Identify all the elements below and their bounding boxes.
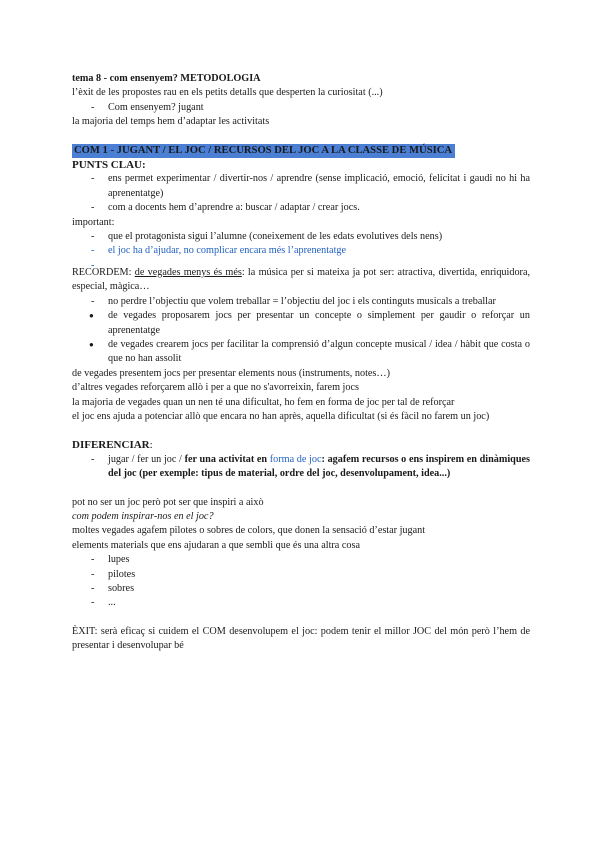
punts-item: - ens permet experimentar / divertir-nos / aprendre (sense implicació, emoció, felicitat i gaudi no hi ha aprenentatge) [72, 172, 530, 201]
diferenciar-label: DIFERENCIAR [72, 439, 150, 452]
after-question: com podem inspirar-nos en el joc? [72, 510, 214, 522]
important-item-highlight: - el joc ha d’ajudar, no complicar encara més l’aprenentatge [72, 244, 530, 258]
punts-item: - com a docents hem d’aprendre a: buscar / adaptar / crear jocs. [72, 201, 530, 215]
body-line: d’altres vegades reforçarem allò i per a que no s'avorreixin, farem jocs [72, 382, 359, 394]
intro-list [72, 101, 530, 115]
body-line: de vegades presentem jocs per presentar elements nous (instruments, notes…) [72, 367, 390, 379]
body-line: el joc ens ajuda a potenciar allò que encara no han après, aquella dificultat (si és fàcil no farem un joc) [72, 410, 490, 422]
important-label: important: [72, 216, 115, 228]
recordem-bullet-list [72, 309, 530, 367]
diferenciar-title [72, 438, 530, 452]
materials-item: - lupes [72, 553, 530, 567]
materials-list [72, 553, 530, 611]
body-line: la majoria de vegades quan un nen té una dificultat, ho fem en forma de joc per tal de reforçar [72, 396, 455, 408]
diferenciar-blue: forma de joc [269, 453, 322, 465]
intro-tail: la majoria del temps hem d’adaptar les activitats [72, 116, 270, 128]
after-line: moltes vegades agafem pilotes o sobres de colors, que donen la sensació d’estar jugant [72, 525, 426, 537]
recordem-bullet-item: ● de vegades proposarem jocs per presentar un concepte o simplement per gaudir o reforçar un aprenentatge [72, 309, 530, 338]
diferenciar-item [72, 453, 530, 482]
intro-line: l’èxit de les propostes rau en els petits detalls que desperten la curiositat (...) [72, 87, 383, 99]
materials-item: - sobres [72, 582, 530, 596]
diferenciar-bold2: : agafem recursos o ens inspirem en dinàmiques del joc (per exemple: tipus de material, ordre del joc, desenvolupament, idea...) [108, 453, 530, 480]
exit-paragraph: ÈXIT: serà eficaç si cuidem el COM desenvolupem el joc: podem tenir el millor JOC del món però l’hem de presentar i desenvolupar bé [72, 625, 530, 652]
materials-item: - pilotes [72, 568, 530, 582]
diferenciar-colon: : [149, 439, 153, 452]
diferenciar-list [72, 453, 530, 482]
recordem-dash-list [72, 295, 530, 309]
recordem-label: RECORDEM: [72, 266, 132, 278]
punts-clau-title: PUNTS CLAU: [72, 159, 146, 172]
punts-clau-list [72, 172, 530, 215]
materials-item: - ... [72, 596, 530, 610]
after-line: elements materials que ens ajudaran a que sembli que és una altra cosa [72, 539, 360, 551]
recordem-paragraph [72, 266, 530, 295]
important-list [72, 230, 530, 259]
recordem-dash-item: - no perdre l’objectiu que volem treballar = l’objectiu del joc i els continguts musicals a treballar [72, 295, 530, 309]
after-line: pot no ser un joc però pot ser que inspiri a això [72, 496, 264, 508]
intro-item: - Com ensenyem? jugant [72, 101, 530, 115]
doc-title: tema 8 - com ensenyem? METODOLOGIA [72, 73, 261, 84]
section1-heading: COM 1 - JUGANT / EL JOC / RECURSOS DEL JOC A LA CLASSE DE MÚSICA [72, 144, 455, 158]
recordem-rest: : la música per si mateixa ja pot ser: atractiva, divertida, enriquidora, especial, màgica… [72, 266, 531, 293]
diferenciar-plain: jugar / fer un joc / [108, 453, 185, 465]
important-item: - que el protagonista sigui l’alumne (coneixement de les edats evolutives dels nens) [72, 230, 530, 244]
recordem-underline: de vegades menys és més [134, 266, 242, 278]
document-body [72, 72, 530, 654]
recordem-bullet-item: ● de vegades crearem jocs per facilitar la comprensió d’algun concepte musical / idea / hàbit que costa o que no han assolit [72, 338, 530, 367]
diferenciar-bold1: fer una activitat en [184, 453, 270, 465]
